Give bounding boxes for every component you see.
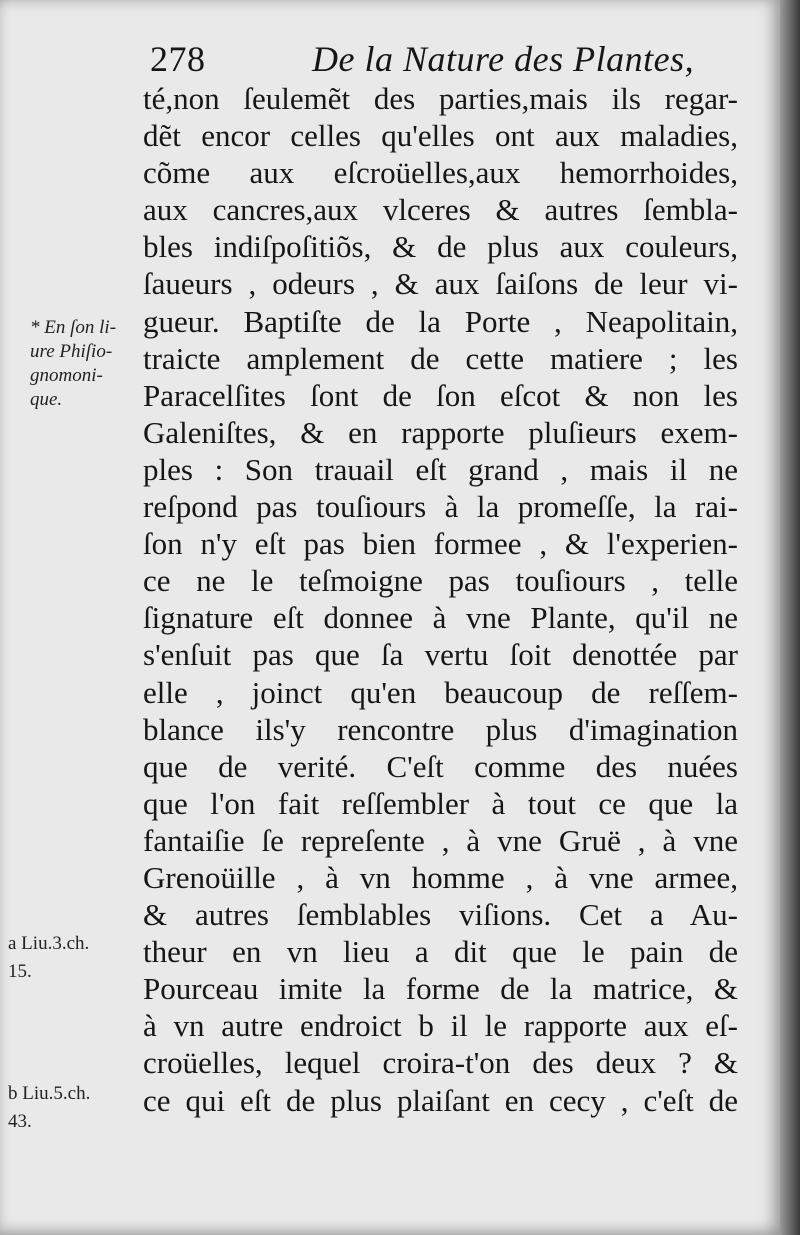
text-line: à vn autre endroict b il le rapporte aux eſ- — [143, 1008, 738, 1044]
text-line: Pourceau imite la forme de la matrice, & — [143, 971, 738, 1007]
text-line: gueur. Baptiſte de la Porte , Neapolitain, — [143, 303, 738, 339]
page-edge — [780, 0, 800, 1235]
text-line: croüelles, lequel croira-t'on des deux ? & — [143, 1045, 738, 1081]
text-line: elle , joinct qu'en beaucoup de reſſem- — [143, 674, 738, 710]
text-line: Grenoüille , à vn homme , à vne armee, — [143, 859, 738, 895]
text-line: blance ils'y rencontre plus d'imagination — [143, 711, 738, 747]
margin-note-b: b Liu.5.ch. 43. — [8, 1083, 91, 1132]
margin-note-reference: * En ſon li- ure Phiſio- gnomoni- que. — [30, 317, 117, 410]
text-line: bles indiſpoſitiõs, & de plus aux couleurs, — [143, 229, 738, 265]
text-line: té,non ſeulemẽt des parties,mais ils regar- — [143, 81, 738, 116]
margin-note-a: a Liu.3.ch. 15. — [8, 933, 90, 982]
text-line: ce qui eſt de plus plaiſant en cecy , c'eſt de — [143, 1082, 738, 1118]
body-text — [143, 80, 738, 1119]
text-line: fantaiſie ſe repreſente , à vne Gruë , à vne — [143, 822, 738, 858]
text-line: Paracelſites ſont de ſon eſcot & non les — [143, 377, 738, 413]
text-line: traicte amplement de cette matiere ; les — [143, 340, 738, 376]
text-line: que l'on fait reſſembler à tout ce que la — [143, 785, 738, 821]
text-line: cõme aux eſcroüelles,aux hemorrhoides, — [143, 155, 738, 191]
text-line: theur en vn lieu a dit que le pain de — [143, 934, 738, 970]
text-line: s'enſuit pas que ſa vertu ſoit denottée par — [143, 637, 738, 673]
running-title: De la Nature des Plantes, — [312, 39, 695, 79]
text-line: que de verité. C'eſt comme des nuées — [143, 748, 738, 784]
text-line: aux cancres,aux vlceres & autres ſembla- — [143, 192, 738, 228]
text-line: dẽt encor celles qu'elles ont aux maladies, — [143, 118, 738, 154]
text-line: reſpond pas touſiours à la promeſſe, la rai- — [143, 489, 738, 525]
text-line: ſaueurs , odeurs , & aux ſaiſons de leur vi- — [143, 266, 738, 302]
text-line: ce ne le teſmoigne pas touſiours , telle — [143, 563, 738, 599]
page-number: 278 — [150, 39, 206, 79]
text-line: Galeniſtes, & en rapporte pluſieurs exem- — [143, 414, 738, 450]
text-line: & autres ſemblables viſions. Cet a Au- — [143, 897, 738, 933]
text-line: ſon n'y eſt pas bien formee , & l'experien- — [143, 526, 738, 562]
text-line: ples : Son trauail eſt grand , mais il ne — [143, 451, 738, 487]
text-line: ſignature eſt donnee à vne Plante, qu'il ne — [143, 600, 738, 636]
